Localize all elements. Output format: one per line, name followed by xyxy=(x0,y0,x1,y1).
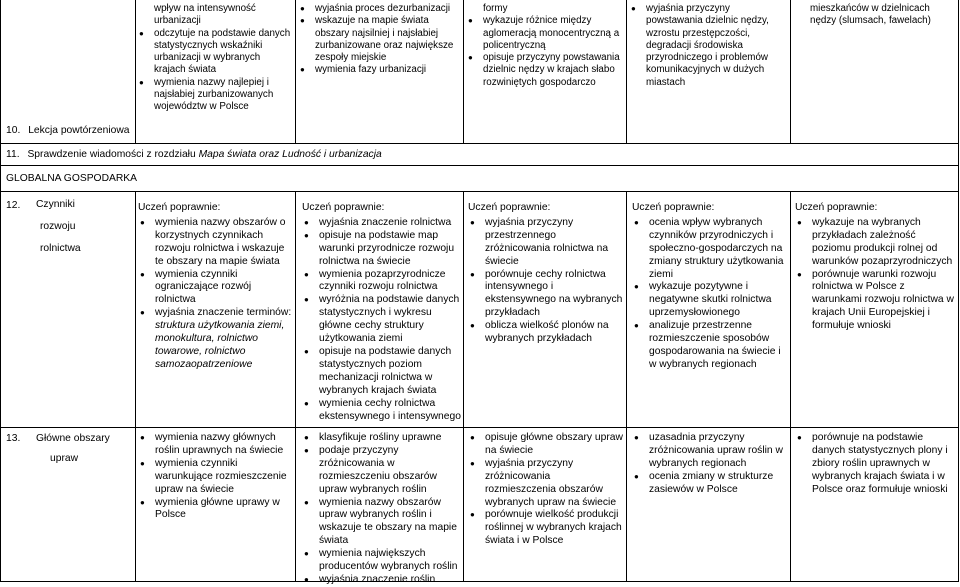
list-item: ● wykazuje różnice między aglomeracją monocentryczną a policentryczną xyxy=(466,15,624,52)
column-divider xyxy=(463,0,464,143)
list-item: ● wskazuje na mapie świata obszary najsilniej i najsłabiej zurbanizowane oraz największe zespoły miejskie xyxy=(298,15,461,64)
list-item: ● wymienia fazy urbanizacji xyxy=(298,64,461,76)
row-number: 10. xyxy=(6,125,21,136)
test-chapter-title: Mapa świata oraz Ludność i urbanizacja xyxy=(198,149,382,160)
list-item: ● oblicza wielkość plonów na wybranych przykładach xyxy=(468,320,624,346)
column-header: Uczeń poprawnie: xyxy=(138,202,221,213)
row-13-col2 xyxy=(138,432,293,522)
list-item: ● wyjaśnia przyczyny zróżnicowania rozmieszczenia obszarów wybranych upraw na świecie xyxy=(468,458,624,510)
list-item: ● ocenia wpływ wybranych czynników przyrodniczych i społeczno-gospodarczych na zmiany struktury użytkowania ziemi xyxy=(632,217,788,282)
list-item: ● wykazuje na wybranych przykładach zależność poziomu produkcji rolnej od warunków pozaprzyrodniczych xyxy=(795,217,956,269)
row-divider xyxy=(0,427,959,428)
list-item: ● wyróżnia na podstawie danych statystycznych i wykresu główne cechy struktury użytkowania ziemi xyxy=(302,294,462,346)
list-item: ● wymienia główne uprawy w Polsce xyxy=(138,497,293,523)
column-divider xyxy=(295,191,296,582)
list-item: ● wymienia cechy rolnictwa ekstensywnego i intensywnego xyxy=(302,398,462,424)
list-item: ● porównuje wielkość produkcji roślinnej w wybranych krajach świata i w Polsce xyxy=(468,509,624,548)
list-item: ● uzasadnia przyczyny zróżnicowania upraw roślin w wybranych regionach xyxy=(632,432,788,471)
list-item: ● wymienia nazwy obszarów upraw wybranych roślin i wskazuje te obszary na mapie świata xyxy=(302,497,462,549)
col2-continuation: wpływ na intensywność urbanizacji xyxy=(154,3,256,27)
top-cell-col4 xyxy=(466,3,624,89)
list-item: ● wyjaśnia znaczenie terminów: xyxy=(138,307,293,320)
column-header: Uczeń poprawnie: xyxy=(302,202,385,213)
list-item: ● wymienia nazwy najlepiej i najsłabiej zurbanizowanych województw w Polsce xyxy=(137,77,294,114)
topic-line: rolnictwa xyxy=(40,243,81,254)
list-item: ● analizuje przestrzenne rozmieszczenie sposobów gospodarowania na świecie i w wybranych regionach xyxy=(632,320,788,372)
row-13-col3 xyxy=(302,432,462,587)
column-header: Uczeń poprawnie: xyxy=(632,202,715,213)
list-item: ● wymienia największych producentów wybranych roślin xyxy=(302,548,462,574)
column-divider xyxy=(463,191,464,582)
list-item: ● opisuje na podstawie danych statystycznych poziom mechanizacji rolnictwa w wybranych krajach świata xyxy=(302,346,462,398)
list-item: ● wymienia czynniki ograniczające rozwój rolnictwa xyxy=(138,269,293,308)
column-header: Uczeń poprawnie: xyxy=(468,202,551,213)
list-item: ● wymienia nazwy głównych roślin uprawnych na świecie xyxy=(138,432,293,458)
topic-line: Czynniki xyxy=(36,199,75,210)
row-divider xyxy=(0,165,959,166)
list-item: ● odczytuje na podstawie danych statystycznych wskaźniki urbanizacji w wybranych krajach świata xyxy=(137,28,294,77)
row-11-label xyxy=(6,148,906,161)
terms-list: struktura użytkowania ziemi, monokultura, rolnictwo towarowe, rolnictwo samozaopatrzeniowe xyxy=(155,320,285,370)
lesson-title: Lekcja powtórzeniowa xyxy=(28,125,130,136)
row-number: 12. xyxy=(6,200,21,211)
list-item: ● opisuje na podstawie map warunki przyrodnicze rozwoju rolnictwa na świecie xyxy=(302,230,462,269)
list-item: ● ocenia zmiany w strukturze zasiewów w Polsce xyxy=(632,471,788,497)
column-divider xyxy=(626,0,627,143)
row-13-topic xyxy=(36,429,132,469)
list-item: ● wymienia pozaprzyrodnicze czynniki rozwoju rolnictwa xyxy=(302,269,462,295)
list-item: ● porównuje warunki rozwoju rolnictwa w Polsce z warunkami rozwoju rolnictwa w krajach Unii Europejskiej i formułuje wnioski xyxy=(795,269,956,334)
list-item: ● wymienia czynniki warunkujące rozmieszczenie upraw na świecie xyxy=(138,458,293,497)
row-divider xyxy=(0,143,959,144)
list-item: ● wymienia nazwy obszarów o korzystnych czynnikach rozwoju rolnictwa i wskazuje te obszary na mapie świata xyxy=(138,217,293,269)
list-item: ● opisuje przyczyny powstawania dzielnic nędzy w krajach słabo rozwiniętych gospodarczo xyxy=(466,52,624,89)
row-number: 13. xyxy=(6,433,21,444)
row-10-label xyxy=(6,124,134,137)
top-cell-col5 xyxy=(629,3,787,89)
column-divider xyxy=(135,0,136,143)
section-title: GLOBALNA GOSPODARKA xyxy=(6,173,138,184)
list-item: ● wyjaśnia proces dezurbanizacji xyxy=(298,3,461,15)
table-border-right xyxy=(958,0,959,582)
row-12-topic xyxy=(36,194,132,260)
top-cell-col6: mieszkańców w dzielnicach nędzy (slumsach, fawelach) xyxy=(810,3,931,27)
column-divider xyxy=(295,0,296,143)
col4-continuation: formy xyxy=(483,3,508,14)
topic-line: Główne obszary xyxy=(36,433,110,444)
list-item: ● porównuje na podstawie danych statystycznych plony i zbiory roślin uprawnych w wybranych krajach świata i w Polsce oraz formułuje wnioski xyxy=(795,432,956,497)
top-cell-col3 xyxy=(298,3,461,77)
topic-line: upraw xyxy=(50,453,79,464)
test-text: Sprawdzenie wiadomości z rozdziału xyxy=(27,149,199,160)
column-divider xyxy=(790,0,791,143)
list-item: ● wyjaśnia przyczyny przestrzennego zróżnicowania rolnictwa na świecie xyxy=(468,217,624,269)
row-13-col4 xyxy=(468,432,624,548)
list-item: ● wykazuje pozytywne i negatywne skutki rolnictwa uprzemysłowionego xyxy=(632,281,788,320)
list-item: ● opisuje główne obszary upraw na świecie xyxy=(468,432,624,458)
list-item: ● porównuje cechy rolnictwa intensywnego i ekstensywnego na wybranych przykładach xyxy=(468,269,624,321)
list-item: ● wyjaśnia przyczyny powstawania dzielnic nędzy, wzrostu przestępczości, degradacji środowiska przyrodniczego i problemów komunikacyjnych w dużych miastach xyxy=(629,3,787,89)
list-item: ● klasyfikuje rośliny uprawne xyxy=(302,432,462,445)
top-cell-col2 xyxy=(137,3,294,114)
row-12-col2 xyxy=(138,202,293,372)
list-item: ● podaje przyczyny zróżnicowania w rozmieszczeniu obszarów upraw wybranych roślin xyxy=(302,445,462,497)
list-item: ● wyjaśnia znaczenie roślin xyxy=(302,574,462,587)
column-divider xyxy=(626,191,627,582)
row-12-col4 xyxy=(468,202,624,346)
column-header: Uczeń poprawnie: xyxy=(795,202,878,213)
list-item: ● wyjaśnia znaczenie rolnictwa xyxy=(302,217,462,230)
row-13-col5 xyxy=(632,432,788,497)
column-divider xyxy=(135,191,136,582)
table-border-left xyxy=(0,0,1,582)
row-12-col5 xyxy=(632,202,788,372)
row-12-col6 xyxy=(795,202,956,333)
row-divider xyxy=(0,191,959,192)
row-number: 11. xyxy=(6,149,20,160)
row-12-col3 xyxy=(302,202,462,423)
topic-line: rozwoju xyxy=(40,221,76,232)
row-13-col6 xyxy=(795,432,956,497)
column-divider xyxy=(790,191,791,582)
